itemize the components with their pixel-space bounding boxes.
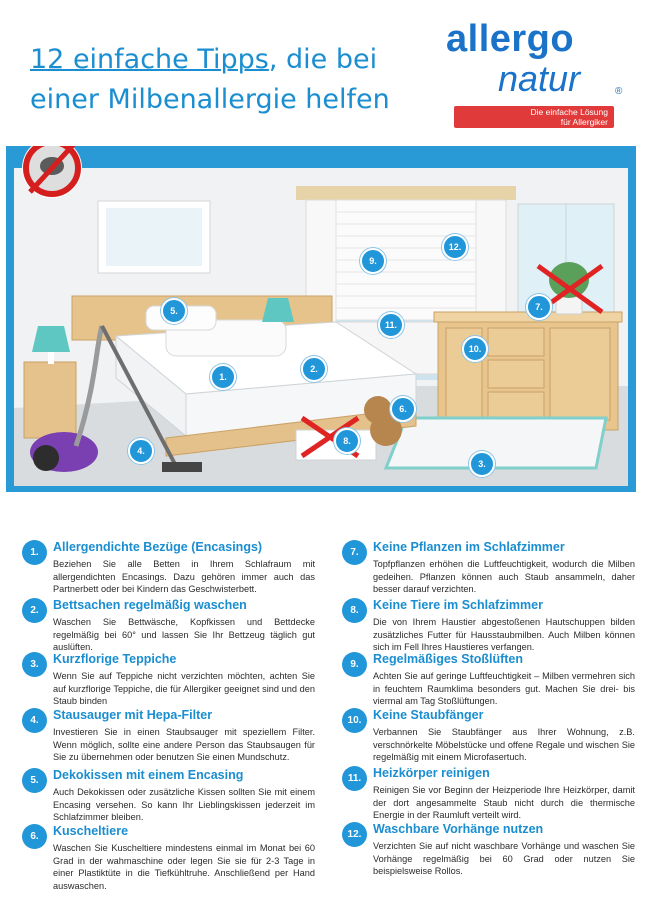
logo-tagline [454, 106, 614, 128]
marker-7: 7. [526, 294, 552, 320]
marker-2: 2. [301, 356, 327, 382]
tip-text: Die von Ihrem Haustier abgestoßenen Hautschuppen bilden zusätzliches Futter für Hausstaubmilben. Auch Milben können sich im Fell Ihres Haustieres verfangen. [373, 617, 635, 653]
tip-title: Keine Staubfänger [373, 708, 484, 722]
marker-6: 6. [390, 396, 416, 422]
logo-word-allergo: allergo [446, 18, 575, 60]
tip-text: Wenn Sie auf Teppiche nicht verzichten möchten, achten Sie auf kurzflorige Teppiche, die für Allergiker geeignet sind und den Staub binden [53, 671, 315, 707]
tip-title: Heizkörper reinigen [373, 766, 490, 780]
marker-8: 8. [334, 428, 360, 454]
tip-number: 8. [342, 598, 367, 623]
marker-3: 3. [469, 451, 495, 477]
tip-title: Regelmäßiges Stoßlüften [373, 652, 524, 666]
tip-text: Beziehen Sie alle Betten in Ihrem Schlafraum mit allergendichten Encasings. Dazu gehören immer auch das Partnerbett oder bei Kindern das Geschwisterbett. [53, 559, 315, 595]
tip-title: Stausauger mit Hepa-Filter [53, 708, 213, 722]
marker-11: 11. [378, 312, 404, 338]
tip-text: Waschen Sie Bettwäsche, Kopfkissen und Bettdecke regelmäßig bei 60° und lassen Sie Ihr Bettzeug täglich gut auslüften. [53, 617, 315, 653]
marker-4: 4. [128, 438, 154, 464]
tip-number: 1. [22, 540, 47, 565]
tagline-line2: für Allergiker [560, 117, 608, 127]
tip-text: Verbannen Sie Staubfänger aus Ihrer Wohnung, z.B. verschnörkelte Möbelstücke und offene Regale und wischen Sie regelmäßig mit einem Microfasertuch. [373, 727, 635, 763]
tip-number: 3. [22, 652, 47, 677]
tip-text: Verzichten Sie auf nicht waschbare Vorhänge und waschen Sie Vorhänge regelmäßig bei 60 Grad oder nutzen Sie beispielsweise Rollos. [373, 841, 635, 877]
tip-number: 5. [22, 768, 47, 793]
bedroom-illustration [6, 146, 636, 492]
tip-text: Investieren Sie in einen Staubsauger mit speziellem Filter. Wenn möglich, sollte eine andere Person das Staubsaugen für Sie zu übernehmen oder benutzen Sie einen Mundschutz. [53, 727, 315, 763]
tip-number: 4. [22, 708, 47, 733]
tip-text: Reinigen Sie vor Beginn der Heizperiode Ihre Heizkörper, damit der dort angesammelte Staub nicht durch die thermische Energie in der Raumluft verteilt wird. [373, 785, 635, 821]
tip-number: 6. [22, 824, 47, 849]
page-title [30, 40, 410, 120]
tip-title: Keine Pflanzen im Schlafzimmer [373, 540, 565, 554]
tip-number: 10. [342, 708, 367, 733]
title-rest: , die bei [268, 44, 378, 75]
tagline-line1: Die einfache Lösung [530, 107, 608, 117]
brand-logo [440, 18, 630, 128]
tip-title: Keine Tiere im Schlafzimmer [373, 598, 543, 612]
marker-10: 10. [462, 336, 488, 362]
tip-title: Waschbare Vorhänge nutzen [373, 822, 544, 836]
tip-number: 9. [342, 652, 367, 677]
tip-title: Kurzflorige Teppiche [53, 652, 177, 666]
tip-title: Bettsachen regelmäßig waschen [53, 598, 247, 612]
tip-title: Allergendichte Bezüge (Encasings) [53, 540, 263, 554]
tip-title: Kuscheltiere [53, 824, 129, 838]
tip-text: Achten Sie auf geringe Luftfeuchtigkeit – Milben vermehren sich in feuchtem Raumklima besonders gut. Machen Sie drei- bis viermal am Tag Stoßlüftungen. [373, 671, 635, 707]
marker-9: 9. [360, 248, 386, 274]
tip-number: 11. [342, 766, 367, 791]
tip-number: 7. [342, 540, 367, 565]
tip-number: 12. [342, 822, 367, 847]
tip-text: Auch Dekokissen oder zusätzliche Kissen sollten Sie mit einem Encasing versehen. So kann Ihr Lieblingskissen jederzeit im Schlafzimmer bleiben. [53, 787, 315, 823]
marker-12: 12. [442, 234, 468, 260]
tip-text: Waschen Sie Kuscheltiere mindestens einmal im Monat bei 60 Grad in der wahmaschine oder legen Sie sie für 2-3 Tage in einer Plastiktüte in die Tiefkühltruhe. Anschließend per Hand auswaschen. [53, 843, 315, 891]
tip-number: 2. [22, 598, 47, 623]
registered-mark: ® [615, 86, 623, 97]
marker-5: 5. [161, 298, 187, 324]
title-line2: einer Milbenallergie helfen [30, 84, 390, 115]
title-highlight: 12 einfache Tipps [30, 44, 269, 75]
logo-word-natur: natur [498, 58, 581, 99]
tip-title: Dekokissen mit einem Encasing [53, 768, 244, 782]
marker-1: 1. [210, 364, 236, 390]
tip-text: Topfpflanzen erhöhen die Luftfeuchtigkeit, wodurch die Milben gedeihen. Pflanzen können auch Staub ansammeln, daher besser darauf verzichten. [373, 559, 635, 595]
